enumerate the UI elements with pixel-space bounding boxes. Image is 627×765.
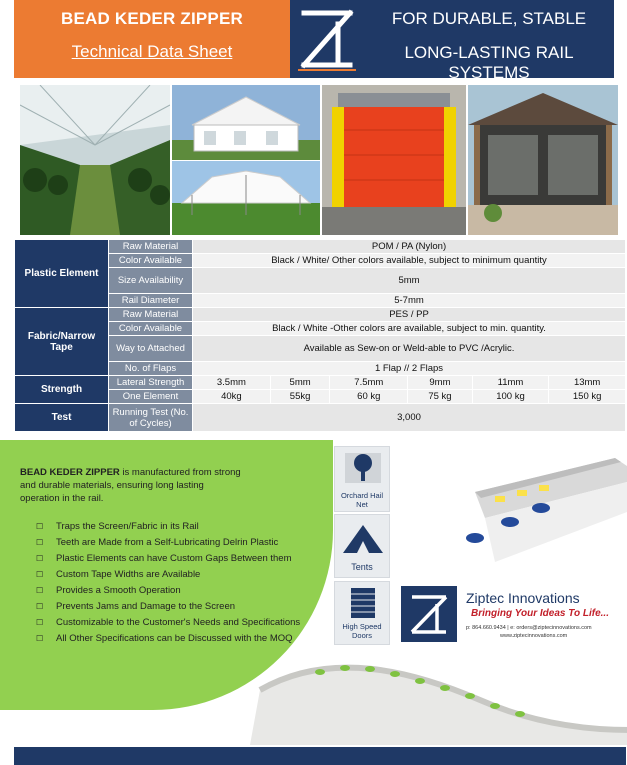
checkbox-icon: ☐ [36,618,44,627]
group-test: Test [15,404,109,432]
tile-label: Orchard Hail Net [340,491,384,509]
size-cell: 13mm [549,376,626,390]
company-contact: p: 864.660.9434 | e: orders@ziptecinnovations.com [466,625,592,631]
list-item [36,552,316,565]
feature-text: Teeth are Made from a Self-Lubricating Delrin Plastic [56,537,279,548]
size-cell: 9mm [408,376,473,390]
value-rail-diameter: 5-7mm [193,294,626,308]
size-cell: 3.5mm [193,376,271,390]
feature-text: Plastic Elements can have Custom Gaps Between them [56,553,292,564]
force-cell: 60 kg [330,390,408,404]
label-color-available-2: Color Available [109,322,193,336]
size-cell: 5mm [270,376,330,390]
footer-bar [14,747,626,765]
intro-paragraph [20,466,245,505]
group-plastic-element: Plastic Element [15,240,109,308]
checkbox-icon: ☐ [36,570,44,579]
tent-icon [335,515,391,559]
value-running-test: 3,000 [193,404,626,432]
tents-photo [172,85,320,235]
label-lateral-strength: Lateral Strength [109,376,193,390]
list-item [36,616,316,629]
label-way-attached: Way to Attached [109,336,193,362]
label-raw-material-2: Raw Material [109,308,193,322]
label-one-element: One Element [109,390,193,404]
value-no-flaps: 1 Flap // 2 Flaps [193,362,626,376]
feature-text: All Other Specifications can be Discussed with the MOQ [56,633,293,644]
tile-label: High Speed Doors [342,622,382,640]
list-item [36,600,316,613]
value-raw-material: POM / PA (Nylon) [193,240,626,254]
rail-illustration [455,452,627,570]
orchard-photo [20,85,170,235]
force-cell: 40kg [193,390,271,404]
list-item [36,568,316,581]
intro-product-name: BEAD KEDER ZIPPER [20,467,120,478]
patio-photo [468,85,618,235]
value-color-available: Black / White/ Other colors available, subject to minimum quantity [193,254,626,268]
tile-label: Tents [351,562,373,572]
checkbox-icon: ☐ [36,586,44,595]
intro-text: is manufactured from strong and durable materials, ensuring long lasting operation in the rail. [20,467,241,504]
doors-photo [322,85,466,235]
company-name: Ziptec Innovations [466,590,580,606]
checkbox-icon: ☐ [36,634,44,643]
value-raw-material-2: PES / PP [193,308,626,322]
group-fabric-tape: Fabric/Narrow Tape [15,308,109,376]
feature-text: Traps the Screen/Fabric in its Rail [56,521,199,532]
tree-icon [335,447,391,487]
company-website: www.ziptecinnovations.com [500,633,568,639]
list-item [36,584,316,597]
checkbox-icon: ☐ [36,554,44,563]
header-tagline-1: FOR DURABLE, STABLE [391,9,587,28]
header-left-panel [14,0,290,78]
label-rail-diameter: Rail Diameter [109,294,193,308]
list-item [36,536,316,549]
feature-text: Custom Tape Widths are Available [56,569,201,580]
size-cell: 11mm [472,376,549,390]
door-icon [335,582,391,622]
feature-text: Provides a Smooth Operation [56,585,181,596]
tents-tile [334,514,390,578]
list-item [36,520,316,533]
force-cell: 55kg [270,390,330,404]
feature-list [36,520,316,648]
label-no-flaps: No. of Flaps [109,362,193,376]
force-cell: 100 kg [472,390,549,404]
company-logo-icon [401,586,457,642]
high-speed-doors-tile [334,581,390,645]
size-cell: 7.5mm [330,376,408,390]
feature-text: Customizable to the Customer's Needs and Specifications [56,617,301,628]
force-cell: 150 kg [549,390,626,404]
header-right-panel [364,0,614,82]
feature-text: Prevents Jams and Damage to the Screen [56,601,236,612]
value-size-availability: 5mm [193,268,626,294]
zipper-illustration [250,630,627,745]
ziptec-logo-icon [290,0,364,78]
label-size-availability: Size Availability [109,268,193,294]
label-raw-material: Raw Material [109,240,193,254]
force-cell: 75 kg [408,390,473,404]
value-color-available-2: Black / White -Other colors are available, subject to min. quantity. [193,322,626,336]
header [14,0,614,82]
checkbox-icon: ☐ [36,538,44,547]
header-tagline-2: LONG-LASTING RAIL SYSTEMS [404,43,574,82]
document-title: BEAD KEDER ZIPPER [61,9,243,28]
photo-strip [20,85,618,235]
value-way-attached: Available as Sew-on or Weld-able to PVC /Acrylic. [193,336,626,362]
company-tagline: Bringing Your Ideas To Life... [471,608,609,619]
checkbox-icon: ☐ [36,602,44,611]
label-running-test: Running Test (No. of Cycles) [109,404,193,432]
spec-table [14,239,626,432]
group-strength: Strength [15,376,109,404]
label-color-available: Color Available [109,254,193,268]
checkbox-icon: ☐ [36,522,44,531]
document-subtitle: Technical Data Sheet [71,42,233,61]
orchard-hail-net-tile [334,446,390,512]
